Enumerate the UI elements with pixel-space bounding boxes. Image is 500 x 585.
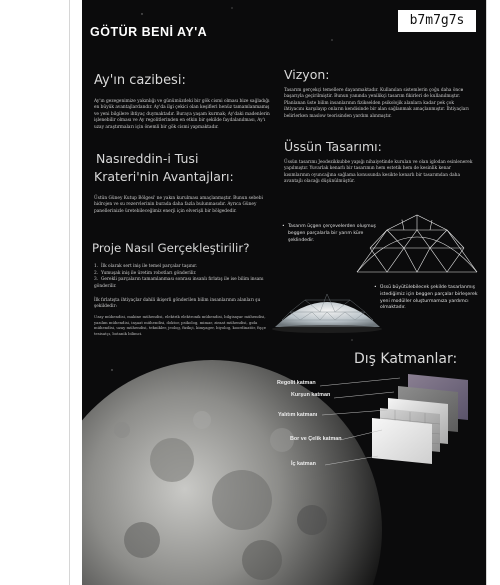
crater-heading-line2: Krateri'nin Avantajları: bbox=[94, 169, 234, 184]
process-step: 3. Gerekli parçaların tamamlanması sonrası insanlı fırlatış ile ise bilim insanı gönderilir. bbox=[94, 277, 264, 289]
left-margin-strip bbox=[0, 0, 70, 585]
layer-label-inner: İç katman bbox=[291, 461, 316, 467]
process-step: 2. Yumuşak iniş ile üretim robotları gönderilir. bbox=[94, 270, 197, 276]
design-heading: Üssün Tasarımı: bbox=[284, 139, 382, 154]
crater-body: Üstün Güney Kutup Bölgesi' ne yakın kurulması amaçlanmıştır. Bunun sebebi hidrojen ve su rezervlerinin burada daha fazla bulunmasıdır. Ayrıca Güney panellerinizle üretebileceğimiz enerji için elverişli bir bölgededir. bbox=[94, 196, 263, 214]
vision-heading: Vizyon: bbox=[284, 67, 330, 82]
design-bullet: • Tasarım üçgen çerçevelerden oluşmuş beggen parçalarla bir yarım küre şeklindedir. bbox=[282, 224, 376, 243]
layer-label-boron-steel: Bor ve Çelik katman bbox=[290, 436, 342, 442]
poster bbox=[82, 0, 486, 585]
appeal-heading: Ay'ın cazibesi: bbox=[94, 73, 186, 88]
poster-title: GÖTÜR BENİ AY'A bbox=[90, 25, 208, 39]
layer-leader-lines bbox=[82, 0, 486, 585]
layer-label-regolith: Regolit katman bbox=[277, 380, 316, 386]
process-experts: Uzay mühendisi, makine mühendisi, elektrik elektronik mühendisi, bilgisayar mühendisi, yazılım mühendisi, inşaat mühendisi, doktor, psikolog, mimar, ziraat mühendisi, gıda mühendisi, uzay mühendisi, teknikler, jeolog, fizikçi, kimyager, biyolog, koordinatör, fişçe tesisatçı, botanik bilimci. bbox=[94, 314, 266, 336]
crater-heading-line1: Nasıreddin-i Tusi bbox=[96, 151, 199, 166]
layer-label-insulation: Yalıtım katmanı bbox=[278, 412, 318, 418]
design-body: Üssün tasarımı Jeodezikkubbe yapığı nihaiyetinde kurulan ve olan iglodan esinlenerek yapılmıştır. Yuvarlak kenarlı bir tasarımın hem estetik hem de kesinlik kenar kısımlarının oyuncağına sağlama konusunda kesikte kenarlı bir tasarımdan daha avantajlı olacağı düşünülmüştür. bbox=[284, 160, 473, 185]
layers-heading: Dış Katmanlar: bbox=[354, 351, 458, 367]
right-margin-strip bbox=[486, 0, 500, 585]
process-note: İlk fırlatışta ihtiyaçlar dahili ikişerli gönderilen bilim insanlarının alanları şu şekildedir: bbox=[94, 298, 261, 310]
process-step: 1. İlk olarak sert iniş ile temel parçalar taşınır. bbox=[94, 264, 198, 269]
appeal-body: Ay'ın gezegenimize yakınlığı ve günümüzdeki bir gök cismi olması bize sağladığı en büyük avantajlardandır. Ay'da ilgi çekici olan keşifleri henüz tamamlanmamış ve yeni bilgilere ihtiyaç duymaktadır. Buraya yaşam kurmak; Ay'daki madenlerin işlenebilir olması ve Ay regolitlerinden en etkin bir şekilde faydalanılması, Ay'ı uzay araştırmaları için önemli bir gök cismi yapmaktadır. bbox=[94, 99, 270, 130]
layer-label-lead: Kurşun katman bbox=[291, 392, 331, 398]
process-heading: Proje Nasıl Gerçekleştirilir? bbox=[92, 241, 250, 255]
expansion-bullet: • Üssü büyütülebilecek şekilde tasarlanmış istediğimiz için beggen parçalar birleşerek yeni modüller oluşturmamıza yardımcı olmaktadır. bbox=[374, 285, 478, 311]
document-code-tag: b7m7g7s bbox=[398, 10, 476, 32]
vision-body: Tasarım gerçekçi temellere dayanmaktadır. Kullanılan sistemlerin çoğu daha önce başarıyla geçirilmiştir. Bunun yanında yenilikçi tasarım fikirleri de kullanılmıştır. Planlanan üste bilim insanlarının fizikselden psikolojik alanlara kadar pek çok ihtiyacını karşılayıp onların kendisinde bir alan sağlanmak amaçlanmıştır. İhtiyaçları belirlerken maslow teorisinden yardım alınmıştır. bbox=[284, 88, 469, 119]
